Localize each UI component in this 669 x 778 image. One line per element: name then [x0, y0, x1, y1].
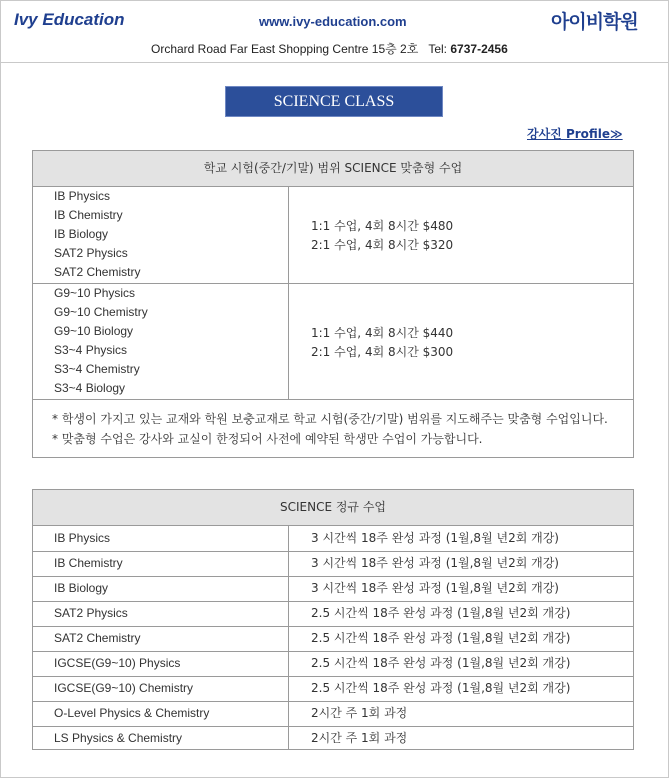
table-row: [33, 676, 633, 702]
korean-logo[interactable]: 아이비학원: [551, 11, 638, 33]
table-row: [33, 726, 633, 751]
course-detail: 2.5 시간씩 18주 완성 과정 (1월,8월 년2회 개강): [311, 656, 571, 670]
subject-item: SAT2 Physics: [54, 246, 128, 260]
table-row: [33, 701, 633, 727]
table-row: [33, 626, 633, 652]
price-item: 1:1 수업, 4회 8시간 $480: [311, 219, 454, 233]
table-row: [33, 526, 633, 552]
course-detail: 2.5 시간씩 18주 완성 과정 (1월,8월 년2회 개강): [311, 631, 571, 645]
price-item: 1:1 수업, 4회 8시간 $440: [311, 326, 454, 340]
course-detail: 2시간 주 1회 과정: [311, 706, 408, 720]
subject-item: S3~4 Chemistry: [54, 362, 140, 376]
course-subject: SAT2 Physics: [54, 606, 128, 620]
price-item: 2:1 수업, 4회 8시간 $320: [311, 238, 454, 252]
note-line: * 맞춤형 수업은 강사와 교실이 한정되어 사전에 예약된 학생만 수업이 가능합니다.: [52, 432, 483, 446]
table-row: [33, 551, 633, 577]
subject-item: S3~4 Physics: [54, 343, 128, 357]
tel-number: 6737-2456: [450, 42, 508, 56]
address-line: [151, 40, 508, 57]
subject-item: IB Chemistry: [54, 208, 123, 222]
course-detail: 2.5 시간씩 18주 완성 과정 (1월,8월 년2회 개강): [311, 681, 571, 695]
exam-table-heading: 학교 시험(중간/기말) 범위 SCIENCE 맞춤형 수업: [33, 151, 633, 187]
table-row: [33, 601, 633, 627]
subject-item: G9~10 Physics: [54, 286, 136, 300]
subject-item: G9~10 Chemistry: [54, 305, 148, 319]
subject-item: S3~4 Biology: [54, 381, 126, 395]
course-subject: SAT2 Chemistry: [54, 631, 141, 645]
subject-cell: [33, 187, 289, 283]
course-subject: IB Biology: [54, 581, 109, 595]
site-header: [0, 0, 669, 62]
tel-label: Tel:: [428, 42, 448, 56]
science-class-banner: SCIENCE CLASS: [225, 86, 443, 117]
table-row: [33, 187, 633, 284]
course-subject: IB Physics: [54, 531, 111, 545]
exam-course-table: [32, 150, 634, 458]
table-row: [33, 284, 633, 400]
site-url-link[interactable]: www.ivy-education.com: [259, 14, 407, 29]
course-subject: IGCSE(G9~10) Chemistry: [54, 681, 194, 695]
course-subject: LS Physics & Chemistry: [54, 731, 183, 745]
course-detail: 3 시간씩 18주 완성 과정 (1월,8월 년2회 개강): [311, 581, 559, 595]
price-item: 2:1 수업, 4회 8시간 $300: [311, 345, 454, 359]
subject-item: SAT2 Chemistry: [54, 265, 141, 279]
course-detail: 2.5 시간씩 18주 완성 과정 (1월,8월 년2회 개강): [311, 606, 571, 620]
profile-link[interactable]: 강사진 Profile≫: [527, 127, 623, 141]
header-divider: [0, 62, 669, 63]
course-subject: IB Chemistry: [54, 556, 123, 570]
course-detail: 3 시간씩 18주 완성 과정 (1월,8월 년2회 개강): [311, 556, 559, 570]
subject-item: IB Biology: [54, 227, 109, 241]
course-subject: IGCSE(G9~10) Physics: [54, 656, 181, 670]
subject-item: G9~10 Biology: [54, 324, 134, 338]
regular-course-table: [32, 489, 634, 750]
subject-cell: [33, 284, 289, 399]
subject-item: IB Physics: [54, 189, 111, 203]
course-subject: O-Level Physics & Chemistry: [54, 706, 210, 720]
regular-table-heading: SCIENCE 정규 수업: [33, 490, 633, 526]
table-row: [33, 576, 633, 602]
table-row: [33, 651, 633, 677]
course-detail: 3 시간씩 18주 완성 과정 (1월,8월 년2회 개강): [311, 531, 559, 545]
course-detail: 2시간 주 1회 과정: [311, 731, 408, 745]
address-text: Orchard Road Far East Shopping Centre 15층 2호: [151, 42, 419, 56]
ivy-education-logo[interactable]: Ivy Education: [14, 10, 125, 29]
note-line: * 학생이 가지고 있는 교재와 학원 보충교재로 학교 시험(중간/기말) 범위를 지도해주는 맞춤형 수업입니다.: [52, 412, 608, 426]
